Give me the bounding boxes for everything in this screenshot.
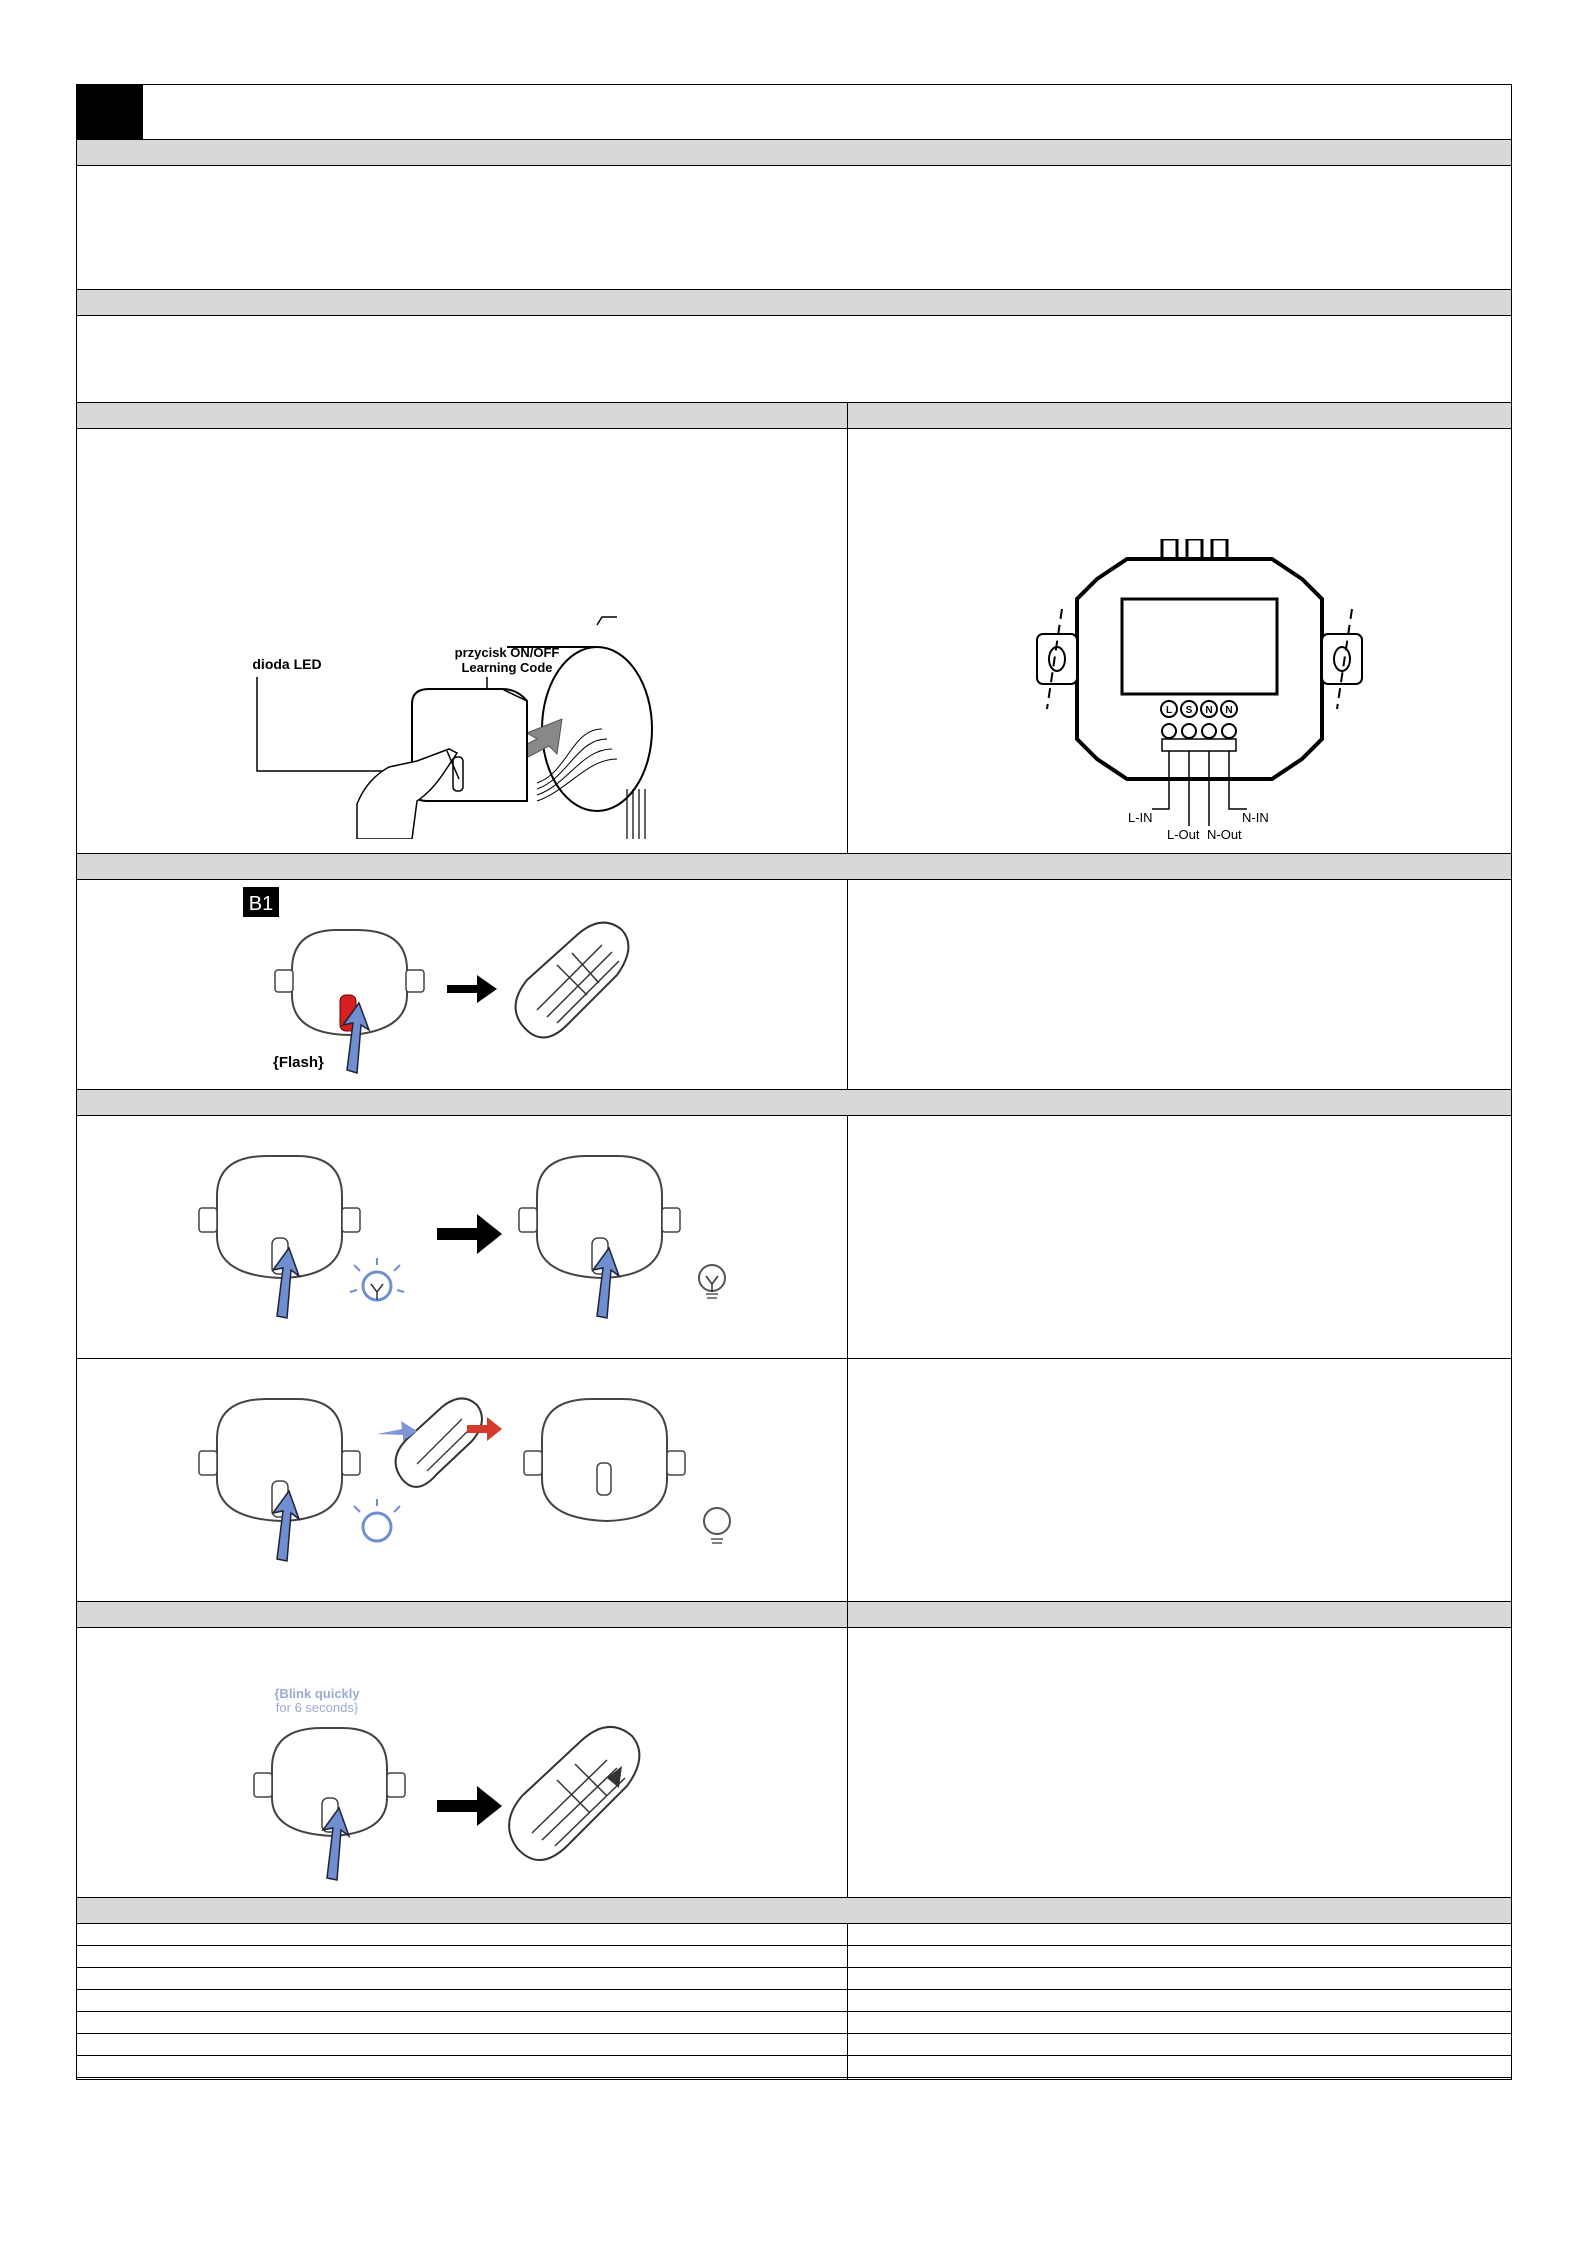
section-header-1 [77,140,1511,166]
b1-badge: B1 [248,893,274,915]
section-body-2 [77,316,1511,403]
terminal-label-1: L [1165,705,1173,716]
remote-pairing-figure [177,1379,777,1579]
table-row [77,2034,1511,2056]
module-installation-figure [207,539,687,839]
button-label-line1: przycisk ON/OFF [454,645,560,660]
section-body-3 [77,429,1511,854]
button-label-line2: Learning Code [461,660,553,675]
blink-label-line1: {Blink quickly [274,1688,360,1701]
pairing-b1-figure [237,885,717,1085]
section-header-6 [77,1602,1511,1628]
n-in-label: N-IN [1242,810,1269,825]
section-header-3 [77,403,1511,429]
terminal-label-3: N [1205,705,1213,716]
section-body-5a [77,1116,1511,1359]
wiring-diagram-figure [1002,539,1412,849]
terminal-label-2: S [1185,705,1193,716]
flash-label: {Flash} [273,1054,324,1071]
blink-label-line2: for 6 seconds} [275,1700,359,1715]
module-right [519,1156,680,1318]
section-body-1 [77,166,1511,290]
table-row [77,1990,1511,2012]
terminal-label-4: N [1225,705,1233,716]
section-header-2 [77,290,1511,316]
clear-code-figure [237,1688,717,1888]
section-header-4 [77,854,1511,880]
on-off-figure [177,1136,777,1336]
table-row [77,1924,1511,1946]
section-header-5 [77,1090,1511,1116]
table-row [77,2056,1511,2078]
module-left [199,1156,360,1318]
n-out-label: N-Out [1207,827,1242,842]
section-body-4 [77,880,1511,1090]
document-page [76,84,1512,2080]
section-body-5b [77,1359,1511,1602]
led-label: dioda LED [252,656,322,672]
section-body-6 [77,1628,1511,1898]
table-row [77,2078,1511,2080]
table-row [77,2012,1511,2034]
l-out-label: L-Out [1167,827,1200,842]
title-bar [77,85,1511,140]
l-in-label: L-IN [1128,810,1153,825]
section-number-box [77,85,143,139]
table-row [77,1968,1511,1990]
section-header-7 [77,1898,1511,1924]
table-row [77,1946,1511,1968]
